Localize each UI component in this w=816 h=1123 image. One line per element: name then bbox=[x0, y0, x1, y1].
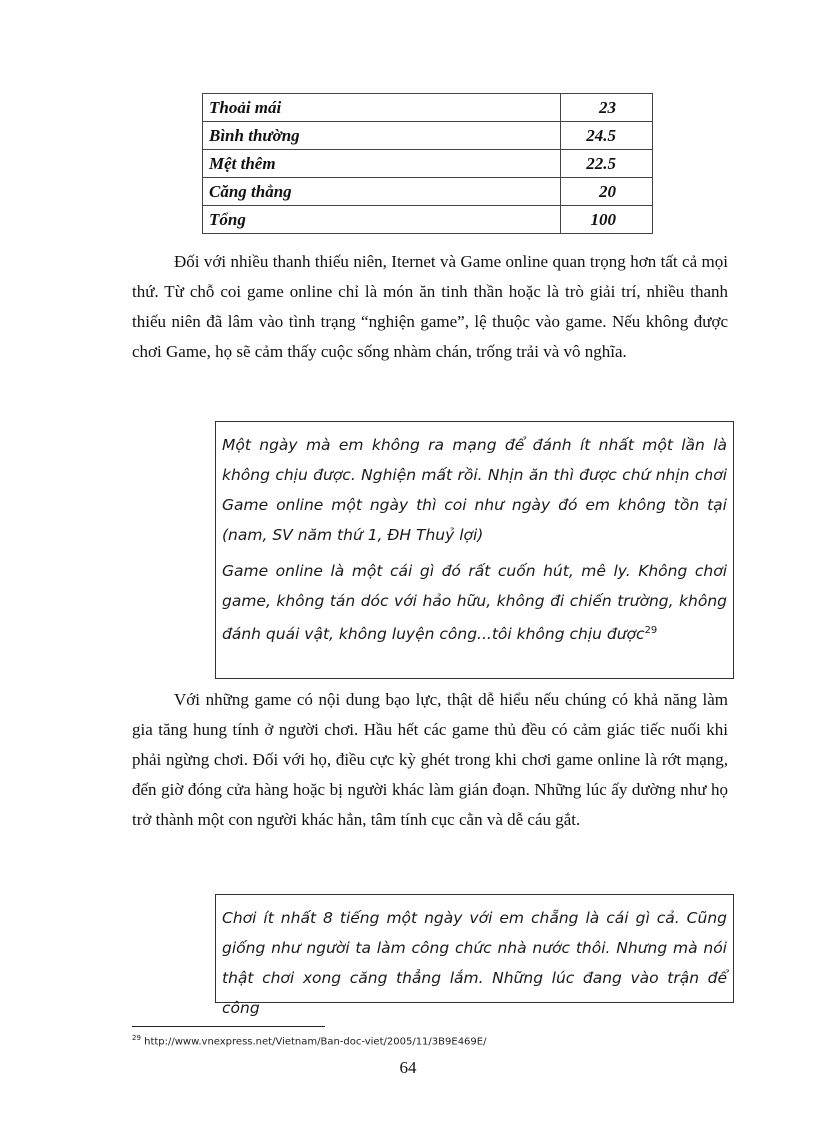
page-number: 64 bbox=[399, 1058, 417, 1077]
body-paragraph bbox=[132, 685, 728, 835]
paragraph-text: Với những game có nội dung bạo lực, thật dễ hiểu nếu chúng có khả năng làm gia tăng hung tính ở người chơi. Hầu hết các game thủ đều có cảm giác tiếc nuối khi phải ngừng chơi. Đối với họ, điều cực kỳ ghét trong khi chơi game online là rớt mạng, đến giờ đóng cửa hàng hoặc bị người khác làm gián đoạn. Những lúc ấy dường như họ trở thành một con người khác hẳn, tâm tính cục cằn và dễ cáu gắt. bbox=[132, 690, 728, 829]
footnote-separator bbox=[132, 1026, 325, 1027]
quote-text: Game online là một cái gì đó rất cuốn hút, mê ly. Không chơi game, không tán dóc với hảo hữu, không đi chiến trường, không đánh quái vật, không luyện công...tôi không chịu được bbox=[222, 562, 727, 644]
footnote-ref: 29 bbox=[644, 625, 658, 636]
row-label: Thoải mái bbox=[203, 94, 561, 122]
quote-paragraph bbox=[222, 556, 727, 649]
table-row bbox=[203, 178, 653, 206]
quote-paragraph: Chơi ít nhất 8 tiếng một ngày với em chẵng là cái gì cả. Cũng giống như người ta làm công chức nhà nước thôi. Nhưng mà nói thật chơi xong căng thẳng lắm. Những lúc đang vào trận để công bbox=[222, 909, 727, 1017]
stress-level-table bbox=[202, 93, 653, 234]
table-row bbox=[203, 150, 653, 178]
footnote bbox=[132, 1034, 486, 1047]
paragraph-text: Đối với nhiều thanh thiếu niên, Iternet và Game online quan trọng hơn tất cả mọi thứ. Từ chỗ coi game online chỉ là món ăn tinh thần hoặc là trò giải trí, nhiều thanh thiếu niên đã lâm vào tình trạng “nghiện game”, lệ thuộc vào game. Nếu không được chơi Game, họ sẽ cảm thấy cuộc sống nhàm chán, trống trải và vô nghĩa. bbox=[132, 252, 728, 361]
row-value: 22.5 bbox=[561, 150, 653, 178]
row-label: Căng thẳng bbox=[203, 178, 561, 206]
table-row bbox=[203, 206, 653, 234]
quote-paragraph: Một ngày mà em không ra mạng để đánh ít nhất một lần là không chịu được. Nghiện mất rồi. Nhịn ăn thì được chứ nhịn chơi Game online một ngày thì coi như ngày đó em không tồn tại (nam, SV năm thứ 1, ĐH Thuỷ lợi) bbox=[222, 436, 727, 544]
row-label: Tổng bbox=[203, 206, 561, 234]
table-row bbox=[203, 122, 653, 150]
row-value: 20 bbox=[561, 178, 653, 206]
row-label: Mệt thêm bbox=[203, 150, 561, 178]
row-value: 23 bbox=[561, 94, 653, 122]
row-value: 24.5 bbox=[561, 122, 653, 150]
footnote-number: 29 bbox=[132, 1034, 141, 1042]
footnote-url: http://www.vnexpress.net/Vietnam/Ban-doc-viet/2005/11/3B9E469E/ bbox=[140, 1036, 487, 1048]
row-label: Bình thường bbox=[203, 122, 561, 150]
row-value: 100 bbox=[561, 206, 653, 234]
interview-quote-box bbox=[215, 421, 734, 679]
interview-quote-box bbox=[215, 894, 734, 1017]
body-paragraph bbox=[132, 247, 728, 367]
table-row bbox=[203, 94, 653, 122]
